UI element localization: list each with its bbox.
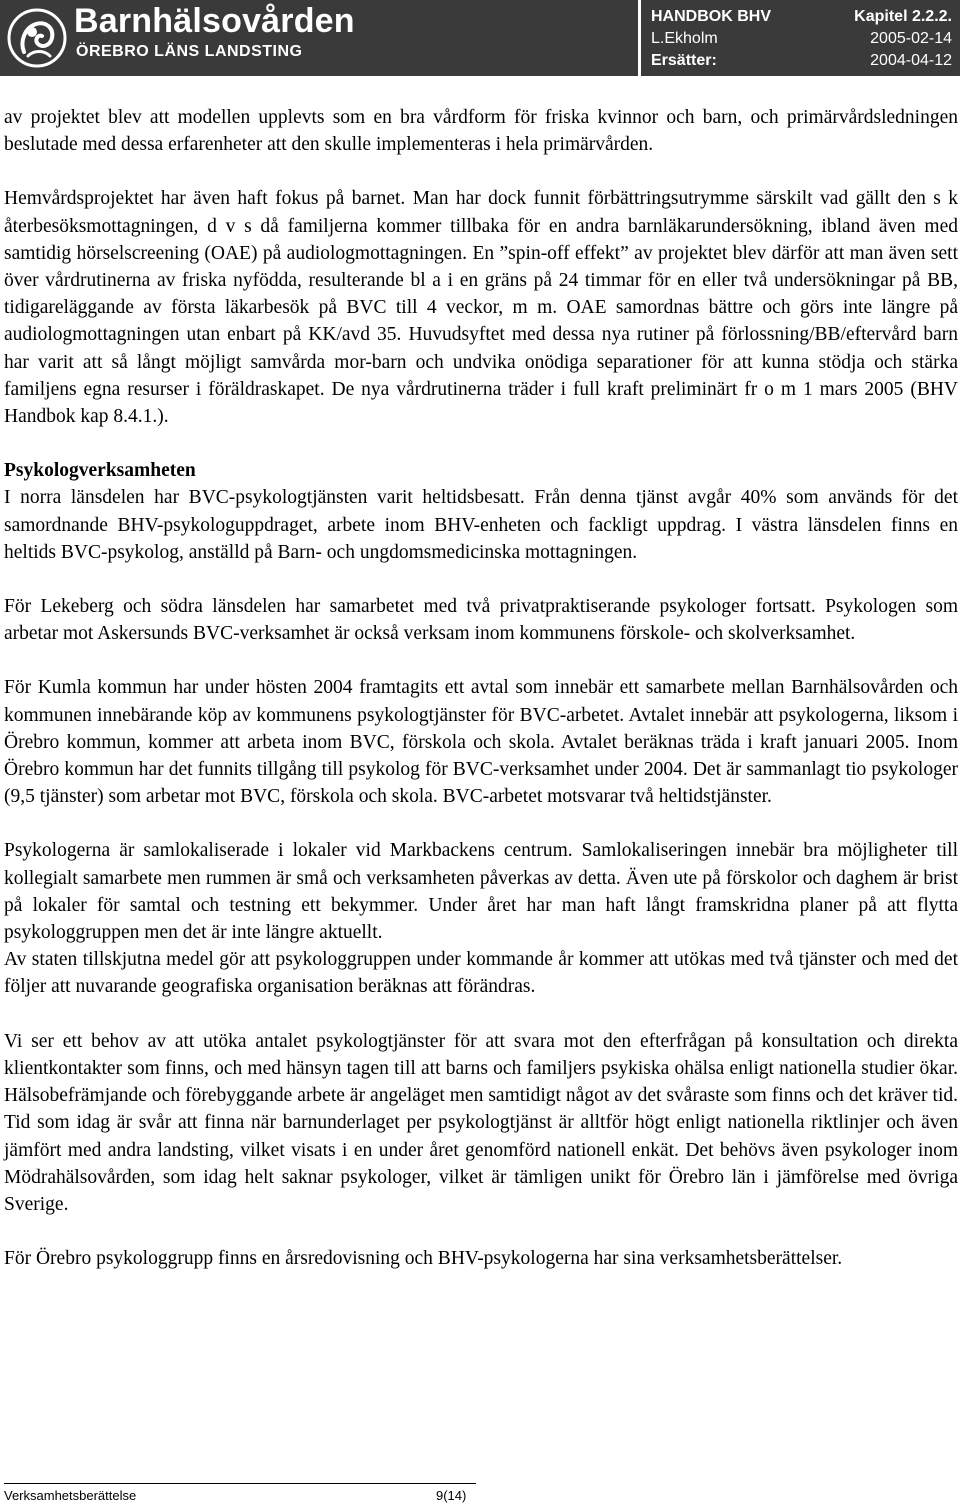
logo-subtitle: ÖREBRO LÄNS LANDSTING [76,43,303,60]
author: L.Ekholm [651,30,718,47]
paragraph: För Örebro psykologgrupp finns en årsredovisning och BHV-psykologerna har sina verksamhetsberättelser. [4,1248,843,1270]
replaces-label: Ersätter: [651,52,717,69]
footer-doc-title: Verksamhetsberättelse [4,1488,137,1503]
barnhalsovarden-logo-icon [6,6,68,70]
paragraph: I norra länsdelen har BVC-psykologtjänsten varit heltidsbesatt. Från denna tjänst avgår 40% som används för det samordnande BHV-psykologuppdraget, arbete inom BHV-enheten och fackligt uppdrag. I västra länsdelen finns en heltids BVC-psykolog, anställd på Barn- och ungdomsmedicinska mottagningen. [4,487,958,563]
meta-row-replaces [651,52,952,74]
logo-banner [0,0,638,76]
date: 2005-02-14 [870,30,952,47]
paragraph: av projektet blev att modellen upplevts som en bra vårdform för friska kvinnor och barn, och primärvårdsledningen beslutade med dessa erfarenheter att den skulle implementeras i hela primärvården. [4,107,958,156]
meta-row-author [651,30,952,52]
doc-name: HANDBOK BHV [651,8,771,25]
footer-rule [4,1483,476,1484]
replaces-date: 2004-04-12 [870,52,952,69]
paragraph: För Lekeberg och södra länsdelen har samarbetet med två privatpraktiserande psykologer fortsatt. Psykologen som arbetar mot Askersunds BVC-verksamhet är också verksam inom kommunens förskole- och skolverksamhet. [4,596,958,645]
meta-row-doc [651,8,952,30]
paragraph: För Kumla kommun har under hösten 2004 framtagits ett avtal som innebär ett samarbete mellan Barnhälsovården och kommunen innebärande köp av kommunens psykologtjänster för BVC-arbetet. Avtalet innebär att psykologerna, liksom i Örebro kommun, kommer att arbeta inom BVC, förskola och skola. Avtalet beräknas träda i kraft januari 2005. Inom Örebro kommun har det funnits tillgång till psykolog för BVC-verksamhet under 2004. Det är sammanlagt tio psykologer (9,5 tjänster) som arbetar mot BVC, förskola och skola. BVC-arbetet motsvarar två heltidstjänster. [4,677,958,808]
page-number: 9(14) [436,1488,467,1503]
paragraph: Hemvårdsprojektet har även haft fokus på barnet. Man har dock funnit förbättringsutrymme särskilt vad gällt den s k återbesöksmottagningen, d v s då familjerna kommer tillbaka för en andra barnläkarundersökning, ibland även med samtidig hörselscreening (OAE) på audiologmottagningen. En ”spin-off effekt” av projektet blev därför att man även sett över vårdrutinerna av friska nyfödda, resulterande bl a i en gräns på 24 timmar för en eller två undersökningar på BB, tidigareläggande av första läkarbesök på BVC till 4 veckor, m m. OAE samordnas bättre och görs inte längre på audiologmottagningen utan enbart på KK/avd 35. Huvudsyftet med dessa nya rutiner på förlossning/BB/eftervård barn har varit att så långt möjligt samvårda mor-barn och undvika onödiga separationer för att kunna stödja och stärka familjens egna resurser i föräldraskapet. De nya vårdrutinerna träder i full kraft preliminärt fr o m 1 mars 2005 (BHV Handbok kap 8.4.1.). [4,188,958,428]
paragraph: Av staten tillskjutna medel gör att psykologgruppen under kommande år kommer att utökas med två tjänster och med det följer att nuvarande geografiska organisation beräknas att förändras. [4,949,958,998]
page-header [0,0,960,78]
document-meta-box [641,0,960,76]
paragraph: Vi ser ett behov av att utöka antalet psykologtjänster för att svara mot den efterfrågan på konsultation och direkta klientkontakter som finns, och med hänsyn tagen till att barns och familjers psykiska ohälsa enligt nationella studier ökar. Hälsobefrämjande och förebyggande arbete är angeläget men samtidigt något av det svåraste som finns och det kräver tid. Tid som idag är svår att finna när barnunderlaget per psykologtjänst är alltför högt enligt nationella riktlinjer och även jämfört med andra landsting, vilket visats i en under året genomförd nationell enkät. Det behövs även psykologer inom Mödrahälsovården, som idag helt saknar psykologer, vilket är tämligen unikt för Örebro län i jämförelse med övriga Sverige. [4,1030,958,1215]
document-body [4,104,958,1272]
chapter: Kapitel 2.2.2. [854,8,952,25]
section-heading: Psykologverksamheten [4,460,196,482]
logo-title: Barnhälsovården [74,2,355,40]
paragraph: Psykologerna är samlokaliserade i lokaler vid Markbackens centrum. Samlokaliseringen innebär bra möjligheter till kollegialt samarbete men rummen är små och verksamheten påverkas av detta. Även ute på förskolor och daghem är brist på lokaler för samtal och testning ett bekymmer. Under året har man haft långt framskridna planer på att flytta psykologgruppen men det är inte längre aktuellt. [4,840,958,944]
